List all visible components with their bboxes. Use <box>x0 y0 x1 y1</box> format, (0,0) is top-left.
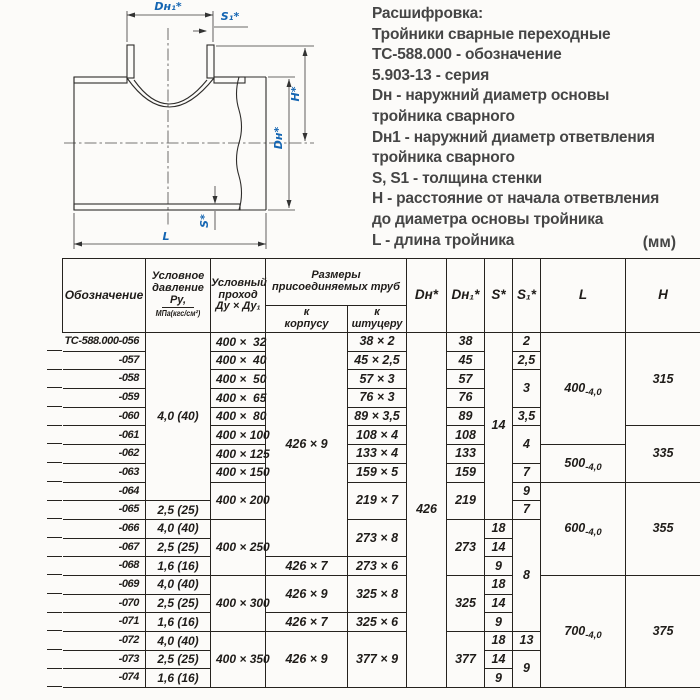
col-header-dn1: Dн₁* <box>447 259 485 333</box>
cell-sht: 159 × 5 <box>348 463 407 482</box>
col-header-bore: Условный проход Ду × Ду₁ <box>211 259 266 333</box>
cell-du: 400 × 300 <box>211 575 266 631</box>
cell-l: $600_{-4,0}$ <box>541 482 626 575</box>
cell-l: $700_{-4,0}$ <box>541 575 626 687</box>
cell-corp: 426 × 9 <box>266 632 348 688</box>
cell-sht: 325 × 8 <box>348 575 407 612</box>
cell-des: -066 <box>63 519 146 538</box>
cell-p: 2,5 (25) <box>146 594 211 613</box>
cell-des: -057 <box>63 351 146 370</box>
l-dim-label: L <box>162 230 170 243</box>
cell-corp: 426 × 9 <box>266 333 348 557</box>
cell-dn1: 219 <box>447 482 485 519</box>
row-line-tail <box>47 630 62 631</box>
cell-sht: 89 × 3,5 <box>348 407 407 426</box>
cell-des: -074 <box>63 669 146 688</box>
saddle-inner <box>134 80 207 104</box>
cell-dn1: 325 <box>447 575 485 631</box>
cell-s1: 2 <box>513 333 541 352</box>
cell-du: 400 × 40 <box>211 351 266 370</box>
cell-du: 400 × 125 <box>211 445 266 464</box>
legend-line: Dн - наружний диаметр основы <box>372 87 610 105</box>
legend-line: L - длина тройника <box>372 231 515 249</box>
cell-dn1: 108 <box>447 426 485 445</box>
cell-du: 400 × 250 <box>211 519 266 575</box>
cell-p: 2,5 (25) <box>146 501 211 520</box>
cell-corp: 426 × 7 <box>266 613 348 632</box>
cell-dn1: 57 <box>447 370 485 389</box>
row-line-tail <box>47 556 62 557</box>
cell-des: -060 <box>63 407 146 426</box>
cell-sht: 76 × 3 <box>348 389 407 408</box>
cell-sht: 108 × 4 <box>348 426 407 445</box>
row-line-tail <box>47 406 62 407</box>
cell-p: 4,0 (40) <box>146 632 211 651</box>
cell-du: 400 × 150 <box>211 463 266 482</box>
saddle-outer <box>127 78 214 107</box>
row-line-tail <box>47 443 62 444</box>
cell-du: 400 × 32 <box>211 333 266 352</box>
cell-p: 4,0 (40) <box>146 575 211 594</box>
cell-s1: 7 <box>513 501 541 520</box>
legend-line: ТС-588.000 - обозначение <box>372 46 562 64</box>
cell-s: 9 <box>485 669 513 688</box>
cell-dn1: 273 <box>447 519 485 575</box>
cell-des: -061 <box>63 426 146 445</box>
legend-text <box>372 4 698 251</box>
cell-des: -059 <box>63 389 146 408</box>
col-header-to-body: к корпусу <box>266 306 348 333</box>
cell-des: -063 <box>63 463 146 482</box>
cell-des: -068 <box>63 557 146 576</box>
col-header-s: S* <box>485 259 513 333</box>
cell-s: 14 <box>485 333 513 520</box>
cell-sht: 45 × 2,5 <box>348 351 407 370</box>
cell-corp: 426 × 7 <box>266 557 348 576</box>
cell-h: 375 <box>626 575 700 687</box>
col-header-h: H <box>626 259 700 333</box>
cell-p: 4,0 (40) <box>146 333 211 501</box>
row-line-tail <box>47 350 62 351</box>
col-header-l: L <box>541 259 626 333</box>
cell-du: 400 × 350 <box>211 632 266 688</box>
col-header-s1: S₁* <box>513 259 541 333</box>
legend-line: 5.903-13 - серия <box>372 66 490 84</box>
cell-des: ТС-588.000-056 <box>63 333 146 352</box>
cell-dn1: 133 <box>447 445 485 464</box>
cell-des: -072 <box>63 632 146 651</box>
legend-line: тройника сварного <box>372 107 515 125</box>
table-row <box>63 333 700 352</box>
row-line-tail <box>47 462 62 463</box>
h-dim-label: H* <box>289 86 302 102</box>
row-line-tail <box>47 425 62 426</box>
cell-h: 355 <box>626 482 700 575</box>
cell-dn1: 45 <box>447 351 485 370</box>
cell-sht: 133 × 4 <box>348 445 407 464</box>
cell-s1: 13 <box>513 632 541 651</box>
cell-s: 18 <box>485 519 513 538</box>
cell-s1: 9 <box>513 650 541 687</box>
dn1-dim-label: Dн₁* <box>154 0 182 13</box>
cell-dn1: 159 <box>447 463 485 482</box>
cell-corp: 426 × 9 <box>266 575 348 612</box>
cell-s1: 2,5 <box>513 351 541 370</box>
cell-p: 2,5 (25) <box>146 650 211 669</box>
cell-des: -062 <box>63 445 146 464</box>
break-line <box>237 77 242 210</box>
cell-p: 2,5 (25) <box>146 538 211 557</box>
cell-s1: 4 <box>513 426 541 463</box>
legend-line: тройника сварного <box>372 149 515 167</box>
cell-sht: 57 × 3 <box>348 370 407 389</box>
cell-s1: 9 <box>513 482 541 501</box>
row-line-tail <box>47 518 62 519</box>
cell-du: 400 × 50 <box>211 370 266 389</box>
cell-des: -073 <box>63 650 146 669</box>
dimension-table-wrap <box>62 258 700 688</box>
cell-sht: 219 × 7 <box>348 482 407 519</box>
cell-du: 400 × 80 <box>211 407 266 426</box>
cell-du: 400 × 65 <box>211 389 266 408</box>
cell-des: -070 <box>63 594 146 613</box>
row-line-tail <box>47 387 62 388</box>
cell-h: 315 <box>626 333 700 426</box>
cell-s1: 3 <box>513 370 541 407</box>
row-line-tail <box>47 593 62 594</box>
cell-p: 1,6 (16) <box>146 613 211 632</box>
row-line-tail <box>47 500 62 501</box>
row-line-tail <box>47 649 62 650</box>
cell-des: -069 <box>63 575 146 594</box>
units-note: (мм) <box>642 234 676 251</box>
tee-drawing <box>2 0 342 258</box>
cell-dn1: 377 <box>447 632 485 688</box>
dimension-table <box>62 258 700 688</box>
col-header-pressure: Условное давление Ру, МПа(кгс/см²) <box>146 259 211 333</box>
cell-l: $400_{-4,0}$ <box>541 333 626 445</box>
legend-line: Тройники сварные переходные <box>372 25 611 43</box>
cell-s: 9 <box>485 557 513 576</box>
cell-du: 400 × 100 <box>211 426 266 445</box>
row-line-tail <box>47 612 62 613</box>
cell-dn1: 38 <box>447 333 485 352</box>
cell-sht: 38 × 2 <box>348 333 407 352</box>
cell-s: 14 <box>485 650 513 669</box>
cell-des: -064 <box>63 482 146 501</box>
cell-s: 14 <box>485 538 513 557</box>
cell-s1: 7 <box>513 463 541 482</box>
cell-h: 335 <box>626 426 700 482</box>
dn-dim-label: Dн* <box>272 126 285 150</box>
cell-dn1: 89 <box>447 407 485 426</box>
legend-line: Dн1 - наружний диаметр ответвления <box>372 128 655 146</box>
cell-des: -071 <box>63 613 146 632</box>
cell-sht: 377 × 9 <box>348 632 407 688</box>
cell-dn: 426 <box>407 333 447 688</box>
col-header-dn: Dн* <box>407 259 447 333</box>
row-line-tail <box>47 537 62 538</box>
cell-des: -058 <box>63 370 146 389</box>
cell-s: 18 <box>485 575 513 594</box>
col-header-to-branch: к штуцеру <box>348 306 407 333</box>
cell-sht: 273 × 8 <box>348 519 407 556</box>
main-pipe <box>74 77 266 210</box>
legend-line: H - расстояние от начала ответвления <box>372 190 660 208</box>
cell-s: 9 <box>485 613 513 632</box>
cell-s: 14 <box>485 594 513 613</box>
cell-sht: 273 × 6 <box>348 557 407 576</box>
cell-des: -067 <box>63 538 146 557</box>
cell-p: 1,6 (16) <box>146 669 211 688</box>
legend-line: S, S1 - толщина стенки <box>372 169 542 187</box>
col-header-pipes-group: Размеры присоединяемых труб <box>266 259 407 306</box>
cell-s1: 8 <box>513 519 541 631</box>
table-row <box>63 575 700 594</box>
row-line-tail <box>47 686 62 687</box>
s-dim-label: S* <box>198 214 211 228</box>
col-header-designation: Обозначение <box>63 259 146 333</box>
row-line-tail <box>47 481 62 482</box>
cell-l: $500_{-4,0}$ <box>541 445 626 482</box>
row-line-tail <box>47 668 62 669</box>
cell-sht: 325 × 6 <box>348 613 407 632</box>
cell-p: 4,0 (40) <box>146 519 211 538</box>
cell-dn1: 76 <box>447 389 485 408</box>
dimensions <box>74 0 314 249</box>
legend-line: до диаметра основы тройника <box>372 210 604 228</box>
cell-p: 1,6 (16) <box>146 557 211 576</box>
cell-des: -065 <box>63 501 146 520</box>
cell-du: 400 × 200 <box>211 482 266 519</box>
s1-dim-label: S₁* <box>220 10 240 23</box>
cell-s1: 3,5 <box>513 407 541 426</box>
cell-s: 18 <box>485 632 513 651</box>
legend-line: Расшифровка: <box>372 5 483 22</box>
row-line-tail <box>47 369 62 370</box>
branch-pipe <box>127 45 214 107</box>
table-body <box>63 333 700 688</box>
table-header <box>63 259 700 333</box>
row-line-tail <box>47 574 62 575</box>
